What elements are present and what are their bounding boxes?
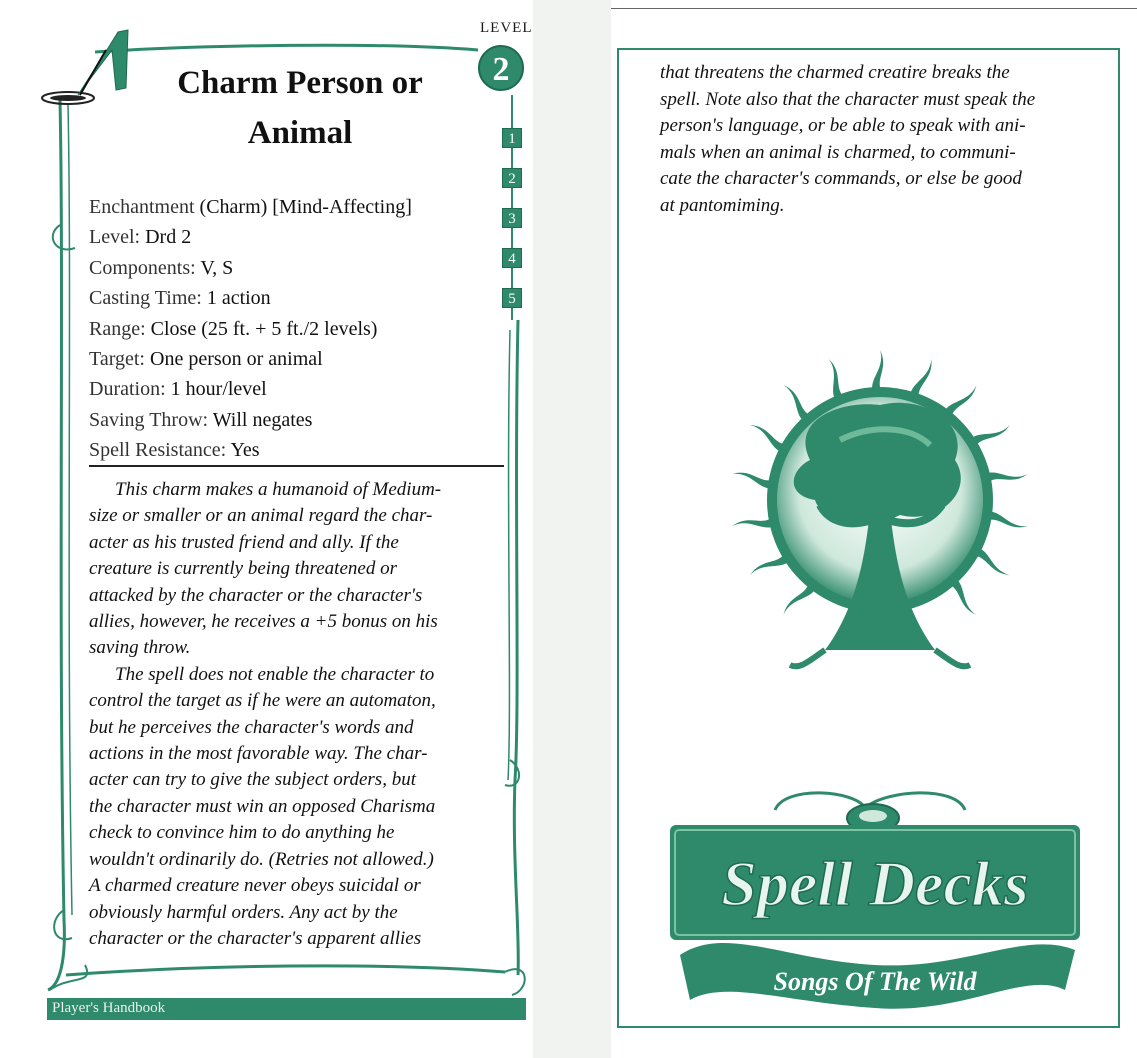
tree-sun-emblem: [725, 345, 1035, 695]
desc-line: obviously harmful orders. Any act by the: [89, 901, 398, 923]
stat-casting-time: Casting Time: 1 action: [89, 287, 271, 310]
desc-line: the character must win an opposed Charisma: [89, 795, 436, 817]
spell-title: [140, 58, 460, 158]
desc-line: acter as his trusted friend and ally. If the: [89, 531, 399, 553]
desc-line: but he perceives the character's words and: [89, 716, 414, 738]
desc-line: control the target as if he were an automaton,: [89, 690, 436, 712]
level-label: LEVEL: [480, 20, 533, 36]
level-marker-5: 5: [502, 288, 522, 308]
card-gap: [533, 0, 611, 1058]
logo-subtitle: Songs Of The Wild: [773, 967, 977, 996]
spell-description: [89, 477, 509, 952]
spell-stats: [89, 192, 509, 466]
level-marker-1: 1: [502, 128, 522, 148]
source-book: Player's Handbook: [52, 1000, 166, 1016]
desc-line: acter can try to give the subject orders, but: [89, 769, 416, 791]
spell-card-front: [0, 0, 533, 1058]
cont-line: at pantomiming.: [660, 194, 785, 216]
stat-target: Target: One person or animal: [89, 348, 323, 371]
spell-decks-logo: [665, 790, 1085, 1020]
spell-level-badge: 2: [478, 45, 524, 91]
cont-line: mals when an animal is charmed, to communi-: [660, 141, 1016, 163]
stat-saving-throw: Saving Throw: Will negates: [89, 408, 313, 431]
cont-line: that threatens the charmed creatire breaks the: [660, 62, 1010, 83]
desc-line: character or the character's apparent allies: [89, 927, 422, 949]
desc-line: The spell does not enable the character to: [115, 663, 435, 685]
desc-line: A charmed creature never obeys suicidal or: [89, 875, 421, 897]
stat-level: Level: Drd 2: [89, 226, 192, 249]
level-marker-3: 3: [502, 208, 522, 228]
logo-title: Spell Decks: [721, 848, 1029, 919]
stat-range: Range: Close (25 ft. + 5 ft./2 levels): [89, 317, 378, 340]
desc-line: check to convince him to do anything he: [89, 822, 395, 844]
stats-divider: [89, 465, 504, 467]
level-marker-2: 2: [502, 168, 522, 188]
desc-line: attacked by the character or the character's: [89, 584, 423, 606]
desc-line: size or smaller or an animal regard the char-: [89, 505, 433, 527]
top-edge: [611, 8, 1137, 9]
description-paragraph-1: [89, 477, 509, 662]
description-paragraph-2: [89, 662, 509, 952]
cont-line: person's language, or be able to speak with ani-: [660, 115, 1026, 137]
stat-components: Components: V, S: [89, 256, 234, 279]
desc-line: actions in the most favorable way. The char-: [89, 743, 428, 765]
spell-title-line-1: Charm Person or: [177, 65, 423, 101]
stat-spell-resistance: Spell Resistance: Yes: [89, 439, 260, 462]
continued-description: [660, 60, 1110, 220]
cont-line: cate the character's commands, or else be good: [660, 168, 1022, 190]
level-marker-4: 4: [502, 248, 522, 268]
cont-line: spell. Note also that the character must speak the: [660, 88, 1036, 110]
desc-line: saving throw.: [89, 637, 191, 659]
stat-school: Enchantment (Charm) [Mind-Affecting]: [89, 196, 412, 218]
desc-line: This charm makes a humanoid of Medium-: [115, 479, 442, 500]
spell-title-line-2: Animal: [247, 115, 353, 151]
stat-duration: Duration: 1 hour/level: [89, 378, 267, 401]
desc-line: creature is currently being threatened or: [89, 558, 397, 580]
desc-line: allies, however, he receives a +5 bonus on his: [89, 611, 438, 633]
desc-line: wouldn't ordinarily do. (Retries not allowed.): [89, 848, 434, 870]
